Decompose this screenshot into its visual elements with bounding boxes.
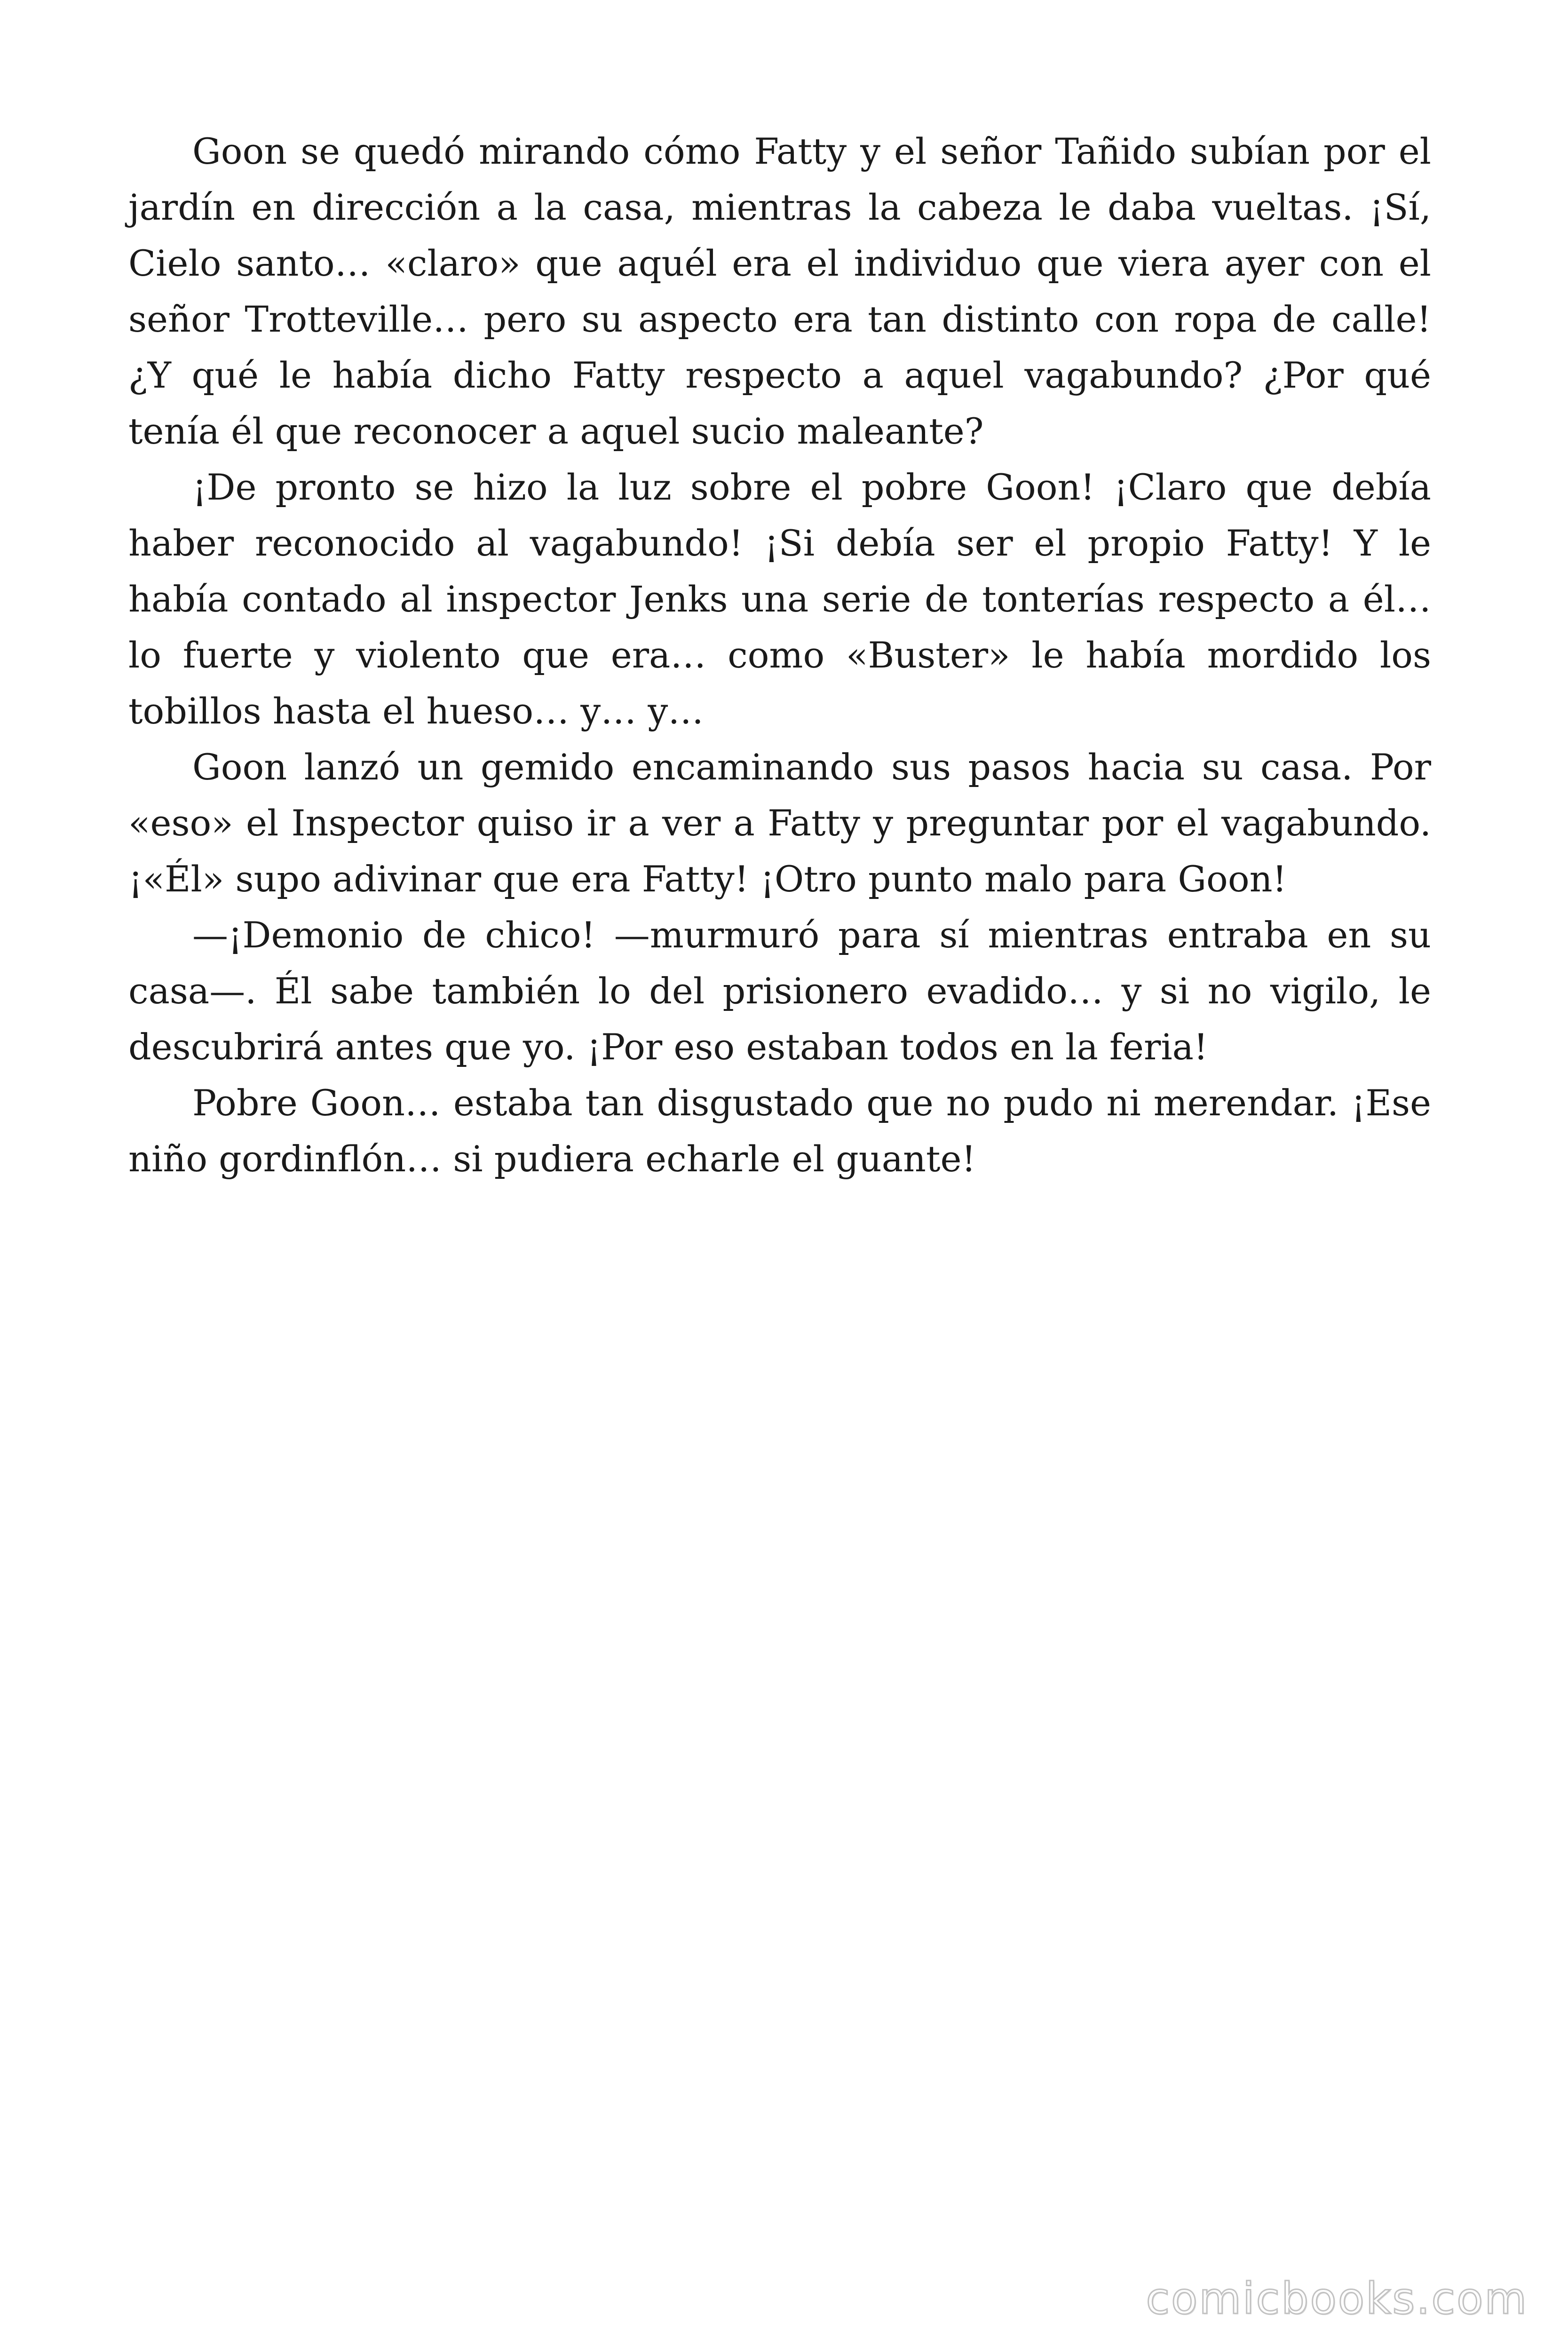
paragraph-3: Goon lanzó un gemido encaminando sus pasos hacia su casa. Por «eso» el Inspector quiso ir a ver a Fatty y preguntar por el vagabundo. ¡«Él» supo adivinar que era Fatty! ¡Otro punto malo para Goon! xyxy=(128,746,1431,900)
paragraph-2: ¡De pronto se hizo la luz sobre el pobre Goon! ¡Claro que debía haber reconocido al vagabundo! ¡Si debía ser el propio Fatty! Y le había contado al inspector Jenks una serie de tonterías respecto a él… lo fuerte y violento que era… como «Buster» le había mordido los tobillos hasta el hueso… y… y… xyxy=(128,466,1431,732)
paragraph-1: Goon se quedó mirando cómo Fatty y el señor Tañido subían por el jardín en dirección a la casa, mientras la cabeza le daba vueltas. ¡Sí, Cielo santo… «claro» que aquél era el individuo que viera ayer con el señor Trotteville… pero su aspecto era tan distinto con ropa de calle! ¿Y qué le había dicho Fatty respecto a aquel vagabundo? ¿Por qué tenía él que reconocer a aquel sucio maleante? xyxy=(128,130,1431,452)
body-text xyxy=(128,123,1431,1187)
paragraph-5: Pobre Goon… estaba tan disgustado que no pudo ni merendar. ¡Ese niño gordinflón… si pudiera echarle el guante! xyxy=(128,1082,1431,1180)
watermark: comicbooks.com xyxy=(1146,2273,1528,2324)
paragraph-4: —¡Demonio de chico! —murmuró para sí mientras entraba en su casa—. Él sabe también lo del prisionero evadido… y si no vigilo, le descubrirá antes que yo. ¡Por eso estaban todos en la feria! xyxy=(128,914,1431,1068)
